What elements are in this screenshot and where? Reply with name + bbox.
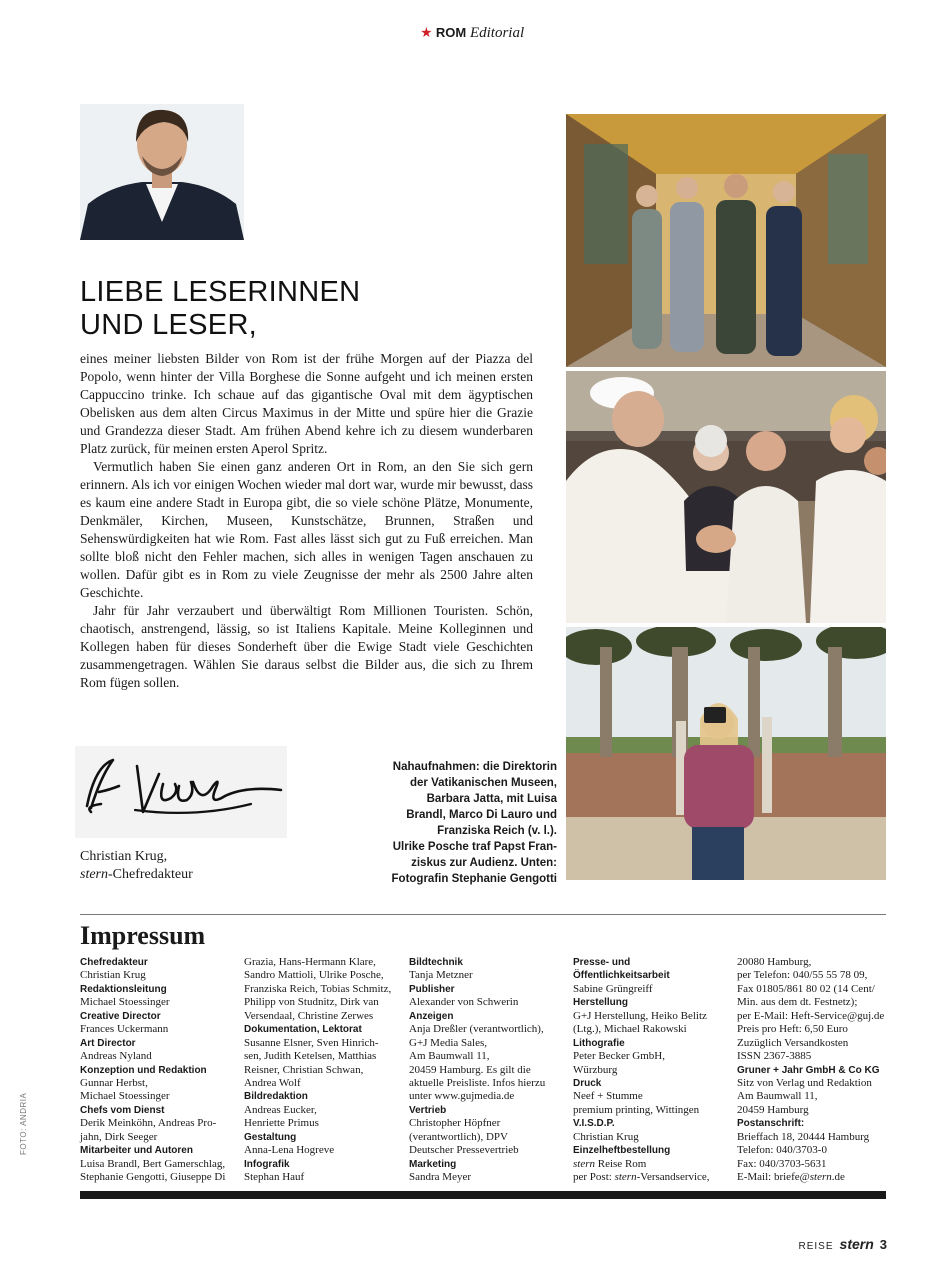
impressum-entry: per E-Mail: Heft-Service@guj.de (737, 1009, 885, 1022)
impressum-heading: Lithografie (573, 1037, 625, 1049)
editorial-headline (80, 276, 360, 342)
impressum-entry: Würzburg (573, 1063, 618, 1076)
signer-role (80, 866, 193, 884)
impressum-entry: unter www.gujmedia.de (409, 1090, 515, 1103)
impressum-entry: Christopher Höpfner (409, 1117, 501, 1130)
photo-caption (368, 759, 557, 887)
signer-magazine: stern (80, 867, 108, 882)
impressum-entry: Am Baumwall 11, (409, 1050, 490, 1063)
impressum-heading: Chefs vom Dienst (80, 1104, 165, 1116)
impressum-entry: E-Mail: briefe@stern.de (737, 1171, 845, 1183)
impressum-entry: Preis pro Heft: 6,50 Euro (737, 1023, 848, 1036)
impressum-heading: Bildtechnik (409, 957, 463, 968)
editorial-paragraph: eines meiner liebsten Bilder von Rom ist der frühe Morgen auf der Piazza del Popolo, wenn hinter der Villa Borghese die Sonne aufgeht und ich meinen ersten Cappuccino trinke. Ich schaue auf das gigantische Oval mit dem ägyptischen Obelisken aus dem alten Circus Maximus in der Mitte und spüre hier die Grazie und Grandezza dieser Stadt. Am frühen Abend kehre ich zu diesem wunderbaren Platz zurück, für meinen ersten Aperol Spritz. (80, 351, 533, 456)
impressum-column-3 (409, 956, 569, 1184)
editorial-body (80, 350, 533, 692)
caption-line: Nahaufnahmen: die Direktorin (392, 761, 557, 773)
impressum-heading: V.I.S.D.P. (573, 1118, 615, 1130)
impressum-entry: G+J Media Sales, (409, 1036, 487, 1049)
impressum-column-4 (573, 956, 733, 1184)
impressum-entry: Brieffach 18, 20444 Hamburg (737, 1130, 870, 1143)
impressum-heading: Bildredaktion (244, 1091, 308, 1103)
impressum-entry: 20459 Hamburg. Es gilt die (409, 1063, 531, 1076)
impressum-divider (80, 914, 886, 915)
headline-line-2: UND LESER, (80, 309, 258, 341)
impressum-entry: Franziska Reich, Tobias Schmitz, (244, 982, 392, 995)
footer-section: REISE (798, 1241, 834, 1252)
impressum-entry: Sandra Meyer (409, 1171, 472, 1183)
impressum-entry: ISSN 2367-3885 (737, 1050, 812, 1063)
impressum-entry: Stephan Hauf (244, 1171, 305, 1183)
signer-block (80, 848, 193, 884)
impressum-heading: Infografik (244, 1158, 290, 1170)
impressum-entry: Andreas Nyland (80, 1050, 152, 1063)
editorial-paragraph: Vermutlich haben Sie einen ganz anderen Ort in Rom, an den Sie sich gern erinnern. Als ich vor einigen Wochen wieder mal dort war, wurde mir bewusst, dass es kaum eine andere Stadt in Europa gibt, die so viele schöne Plätze, Monumente, Denkmäler, Kirchen, Museen, Kunstschätze, Brunnen, Straßen und Sehenswürdigkeiten hat wie Rom. Fast alles lässt sich gut zu Fuß erreichen. Man sollte bloß nicht den Fehler machen, sich alles in wenigen Tagen anschauen zu wollen. Dafür gibt es in Rom zu viele Zeugnisse der mehr als 2500 Jahre alten Geschichte. (80, 459, 533, 600)
impressum-entry: Neef + Stumme (573, 1090, 643, 1103)
impressum-entry: Alexander von Schwerin (409, 996, 519, 1009)
impressum-heading: Herstellung (573, 997, 629, 1009)
impressum-entry: 20459 Hamburg (737, 1103, 809, 1116)
impressum-column-2 (244, 956, 404, 1184)
headline-line-1: LIEBE LESERINNEN (80, 276, 361, 308)
impressum-heading: Vertrieb (409, 1104, 447, 1116)
impressum-entry: Philipp von Studnitz, Dirk van (244, 996, 379, 1009)
impressum-entry: (Ltg.), Michael Rakowski (573, 1023, 687, 1036)
impressum-entry: Stephanie Gengotti, Giuseppe Di (80, 1171, 226, 1183)
impressum-entry: Andrea Wolf (244, 1076, 301, 1089)
impressum-entry: Am Baumwall 11, (737, 1090, 818, 1103)
photo-photographer-ruins (566, 627, 886, 880)
caption-line: Brandl, Marco Di Lauro und (406, 809, 557, 821)
impressum-entry: Anna-Lena Hogreve (244, 1144, 335, 1157)
impressum-heading: Creative Director (80, 1010, 161, 1022)
bottom-rule (80, 1191, 886, 1199)
impressum-entry: Christian Krug (80, 969, 146, 982)
impressum-entry: Grazia, Hans-Hermann Klare, (244, 956, 376, 968)
impressum-entry: Sandro Mattioli, Ulrike Posche, (244, 969, 384, 982)
impressum-entry: Min. aus dem dt. Festnetz); (737, 996, 858, 1009)
impressum-entry: Peter Becker GmbH, (573, 1050, 665, 1063)
impressum-entry: Versendaal, Christine Zerwes (244, 1009, 374, 1022)
impressum-entry: Derik Meinköhn, Andreas Pro- (80, 1117, 217, 1130)
impressum-entry: (verantwortlich), DPV (409, 1130, 508, 1143)
impressum-entry: jahn, Dirk Seeger (80, 1130, 158, 1143)
impressum-heading: Art Director (80, 1037, 136, 1049)
impressum-heading: Gestaltung (244, 1131, 297, 1143)
impressum-column-5 (737, 956, 897, 1184)
impressum-heading: Druck (573, 1077, 602, 1089)
impressum-heading: Publisher (409, 983, 455, 995)
impressum-entry: aktuelle Preisliste. Infos hierzu (409, 1076, 546, 1089)
page-header (0, 25, 945, 42)
impressum-entry: Michael Stoessinger (80, 1090, 170, 1103)
impressum-entry: Susanne Elsner, Sven Hinrich- (244, 1036, 379, 1049)
caption-line: Ulrike Posche traf Papst Fran- (392, 841, 557, 853)
impressum-entry: per Telefon: 040/55 55 78 09, (737, 969, 868, 982)
impressum-heading: Mitarbeiter und Autoren (80, 1145, 193, 1157)
impressum-entry: Reisner, Christian Schwan, (244, 1063, 364, 1076)
impressum-heading: Redaktionsleitung (80, 983, 167, 995)
impressum-entry: Frances Uckermann (80, 1023, 169, 1036)
impressum-entry: premium printing, Wittingen (573, 1103, 700, 1116)
impressum-entry: Deutscher Pressevertrieb (409, 1144, 519, 1157)
impressum-entry: per Post: stern-Versandservice, (573, 1171, 710, 1183)
photo-vatican-gallery (566, 114, 886, 367)
caption-line: ziskus zur Audienz. Unten: (411, 857, 557, 869)
impressum-entry: Christian Krug (573, 1130, 639, 1143)
impressum-entry: Fax 01805/861 80 02 (14 Cent/ (737, 982, 875, 995)
page-footer (799, 1236, 887, 1252)
footer-magazine: stern (839, 1236, 874, 1252)
stern-star-icon (421, 27, 432, 38)
signer-title: -Chefredakteur (108, 867, 193, 882)
impressum-entry: Telefon: 040/3703-0 (737, 1144, 827, 1157)
impressum-entry: Andreas Eucker, (244, 1103, 317, 1116)
author-portrait (80, 104, 244, 240)
impressum-heading: Anzeigen (409, 1010, 454, 1022)
impressum-heading: Einzelheftbestellung (573, 1145, 671, 1157)
impressum-entry: Luisa Brandl, Bert Gamerschlag, (80, 1157, 226, 1170)
impressum-heading: Marketing (409, 1158, 457, 1170)
impressum-entry: stern Reise Rom (573, 1157, 647, 1170)
impressum-entry: 20080 Hamburg, (737, 956, 812, 968)
impressum-entry: Henriette Primus (244, 1117, 319, 1130)
photo-pope-audience (566, 371, 886, 623)
impressum-entry: G+J Herstellung, Heiko Belitz (573, 1009, 707, 1022)
impressum-heading: Chefredakteur (80, 957, 148, 968)
impressum-heading: Presse- und (573, 957, 631, 968)
impressum-heading: Konzeption und Redaktion (80, 1064, 207, 1076)
page-number: 3 (879, 1237, 887, 1252)
impressum-entry: Fax: 040/3703-5631 (737, 1157, 827, 1170)
photo-credit: FOTO: ANDRIA (19, 1092, 28, 1155)
impressum-entry: Anja Dreßler (verantwortlich), (409, 1023, 544, 1036)
impressum-entry: Gunnar Herbst, (80, 1076, 148, 1089)
impressum-heading: Öffentlichkeitsarbeit (573, 970, 670, 982)
editorial-paragraph: Jahr für Jahr verzaubert und überwältigt Rom Millionen Touristen. Schön, chaotisch, anstrengend, lässig, so ist Italiens Kapitale. Meine Kolleginnen und Kollegen haben für dieses Sonderheft über die Ewige Stadt viele Geschichten zusammengetragen. Wählen Sie daraus selbst die Bilder aus, die sich zu Ihrem Rom fügen sollen. (80, 603, 533, 690)
caption-line: Fotografin Stephanie Gengotti (391, 873, 557, 885)
impressum-entry: Sitz von Verlag und Redaktion (737, 1076, 872, 1089)
impressum-entry: Michael Stoessinger (80, 996, 170, 1009)
impressum-heading: Postanschrift: (737, 1118, 805, 1130)
caption-line: der Vatikanischen Museen, (409, 777, 557, 789)
impressum-entry: sen, Judith Ketelsen, Matthias (244, 1050, 377, 1063)
impressum-column-1 (80, 956, 240, 1184)
signer-name: Christian Krug, (80, 849, 168, 864)
header-label: Editorial (469, 25, 525, 41)
header-section: ROM (435, 25, 467, 40)
impressum-heading: Dokumentation, Lektorat (244, 1024, 362, 1036)
caption-line: Barbara Jatta, mit Luisa (426, 793, 557, 805)
caption-line: Franziska Reich (v. l.). (437, 825, 557, 837)
impressum-entry: Sabine Grüngreiff (573, 982, 653, 995)
impressum-entry: Zuzüglich Versandkosten (737, 1036, 849, 1049)
signature (75, 746, 287, 838)
impressum-heading: Gruner + Jahr GmbH & Co KG (737, 1064, 880, 1076)
impressum-entry: Tanja Metzner (409, 969, 473, 982)
impressum-title: Impressum (80, 921, 206, 950)
